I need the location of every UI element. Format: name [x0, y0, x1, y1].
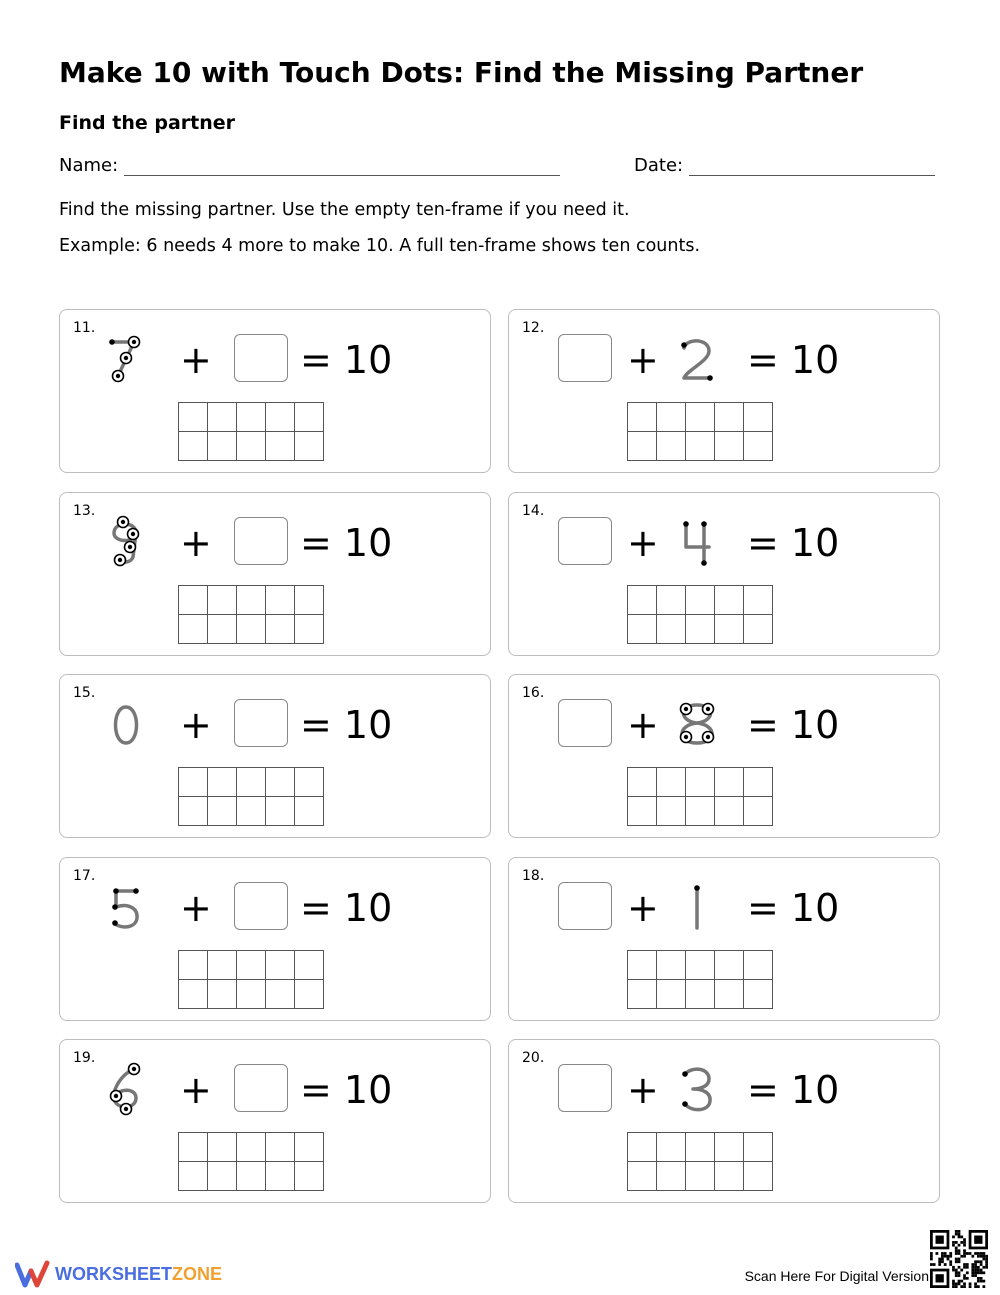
known-addend	[669, 693, 725, 757]
ten-frame-cell[interactable]	[237, 1162, 266, 1191]
section-subtitle: Find the partner	[59, 112, 236, 134]
ten-frame-cell[interactable]	[208, 797, 237, 826]
equals-ten: = 10	[300, 338, 393, 382]
known-addend	[98, 693, 154, 757]
ten-frame-cell[interactable]	[295, 768, 324, 797]
known-addend	[669, 876, 725, 940]
plus-sign: +	[180, 1068, 212, 1112]
ten-frame-cell[interactable]	[686, 1133, 715, 1162]
known-addend	[669, 1058, 725, 1122]
problem-card	[508, 1039, 940, 1203]
problem-card	[508, 309, 940, 473]
plus-sign: +	[627, 885, 659, 930]
ten-frame-cell[interactable]	[179, 614, 208, 643]
ten-frame[interactable]	[178, 767, 324, 826]
ten-frame[interactable]	[627, 585, 773, 644]
problem-number: 20.	[522, 1050, 545, 1066]
ten-frame-cell[interactable]	[208, 1133, 237, 1162]
ten-frame-cell[interactable]	[715, 768, 744, 797]
answer-box[interactable]	[558, 334, 612, 382]
name-field[interactable]	[59, 155, 560, 176]
plus-sign: +	[627, 520, 659, 565]
plus-sign: +	[180, 703, 212, 747]
ten-frame-cell[interactable]	[686, 585, 715, 614]
ten-frame-cell[interactable]	[208, 403, 237, 432]
ten-frame-cell[interactable]	[295, 432, 324, 461]
ten-frame-cell[interactable]	[628, 1162, 657, 1191]
ten-frame-cell[interactable]	[657, 432, 686, 461]
ten-frame-cell[interactable]	[744, 403, 773, 432]
answer-box[interactable]	[558, 882, 612, 930]
ten-frame-cell[interactable]	[715, 585, 744, 614]
equals-ten: = 10	[300, 520, 393, 565]
ten-frame-cell[interactable]	[179, 432, 208, 461]
traced-digit-1	[669, 876, 725, 940]
ten-frame-cell[interactable]	[744, 585, 773, 614]
ten-frame[interactable]	[627, 950, 773, 1009]
ten-frame-cell[interactable]	[237, 797, 266, 826]
ten-frame[interactable]	[178, 585, 324, 644]
ten-frame-cell[interactable]	[266, 1133, 295, 1162]
ten-frame-cell[interactable]	[686, 614, 715, 643]
traced-digit-9	[98, 511, 154, 575]
ten-frame-cell[interactable]	[744, 432, 773, 461]
problem-card	[508, 674, 940, 838]
date-blank-line[interactable]	[689, 155, 935, 176]
ten-frame-cell[interactable]	[237, 432, 266, 461]
equals-ten: = 10	[300, 1068, 393, 1112]
ten-frame-cell[interactable]	[179, 585, 208, 614]
problem-number: 18.	[522, 867, 545, 884]
ten-frame-cell[interactable]	[657, 614, 686, 643]
ten-frame-cell[interactable]	[628, 768, 657, 797]
problem-number: 19.	[73, 1050, 96, 1066]
traced-digit-4	[669, 511, 725, 575]
ten-frame-cell[interactable]	[237, 950, 266, 979]
ten-frame[interactable]	[178, 402, 324, 461]
ten-frame-cell[interactable]	[657, 1162, 686, 1191]
traced-digit-5	[98, 876, 154, 940]
problem-number: 16.	[522, 685, 545, 701]
ten-frame-cell[interactable]	[266, 614, 295, 643]
name-blank-line[interactable]	[124, 155, 560, 176]
plus-sign: +	[180, 338, 212, 382]
ten-frame-cell[interactable]	[657, 403, 686, 432]
equals-ten: = 10	[747, 1068, 840, 1112]
ten-frame-cell[interactable]	[237, 403, 266, 432]
ten-frame-cell[interactable]	[715, 950, 744, 979]
ten-frame-cell[interactable]	[208, 432, 237, 461]
problem-card	[508, 857, 940, 1021]
ten-frame-cell[interactable]	[657, 1133, 686, 1162]
ten-frame-cell[interactable]	[628, 614, 657, 643]
answer-box[interactable]	[234, 1064, 288, 1112]
plus-sign: +	[180, 520, 212, 565]
answer-box[interactable]	[234, 699, 288, 747]
known-addend	[98, 511, 154, 575]
traced-digit-0	[98, 693, 154, 757]
ten-frame-cell[interactable]	[237, 768, 266, 797]
traced-digit-2	[669, 328, 725, 392]
ten-frame-cell[interactable]	[628, 797, 657, 826]
ten-frame-cell[interactable]	[657, 585, 686, 614]
equals-ten: = 10	[747, 520, 840, 565]
ten-frame-cell[interactable]	[715, 797, 744, 826]
ten-frame[interactable]	[178, 950, 324, 1009]
ten-frame-cell[interactable]	[657, 950, 686, 979]
ten-frame-cell[interactable]	[744, 614, 773, 643]
plus-sign: +	[627, 1068, 659, 1112]
traced-digit-3	[669, 1058, 725, 1122]
ten-frame-cell[interactable]	[715, 614, 744, 643]
ten-frame-cell[interactable]	[628, 403, 657, 432]
ten-frame-cell[interactable]	[628, 585, 657, 614]
name-label: Name:	[59, 155, 119, 176]
problem-number: 13.	[73, 502, 96, 519]
problem-card	[59, 309, 491, 473]
ten-frame-cell[interactable]	[266, 979, 295, 1008]
equals-ten: = 10	[747, 703, 840, 747]
ten-frame-cell[interactable]	[657, 797, 686, 826]
known-addend	[669, 328, 725, 392]
ten-frame-cell[interactable]	[208, 1162, 237, 1191]
ten-frame-cell[interactable]	[179, 1133, 208, 1162]
ten-frame-cell[interactable]	[237, 585, 266, 614]
ten-frame-cell[interactable]	[686, 1162, 715, 1191]
ten-frame-cell[interactable]	[266, 585, 295, 614]
ten-frame-cell[interactable]	[628, 979, 657, 1008]
problem-number: 12.	[522, 320, 545, 336]
ten-frame-cell[interactable]	[744, 1162, 773, 1191]
ten-frame-cell[interactable]	[686, 403, 715, 432]
ten-frame-cell[interactable]	[744, 1133, 773, 1162]
ten-frame-cell[interactable]	[237, 979, 266, 1008]
ten-frame-cell[interactable]	[179, 797, 208, 826]
problem-number: 17.	[73, 867, 96, 884]
ten-frame-cell[interactable]	[208, 614, 237, 643]
problem-card	[508, 492, 940, 656]
ten-frame-cell[interactable]	[179, 403, 208, 432]
ten-frame-cell[interactable]	[628, 432, 657, 461]
answer-box[interactable]	[558, 517, 612, 565]
ten-frame-cell[interactable]	[295, 1133, 324, 1162]
answer-box[interactable]	[558, 699, 612, 747]
ten-frame-cell[interactable]	[295, 585, 324, 614]
ten-frame-cell[interactable]	[715, 403, 744, 432]
worksheetzone-logo	[15, 1257, 222, 1291]
ten-frame[interactable]	[627, 402, 773, 461]
problem-number: 14.	[522, 502, 545, 519]
ten-frame-cell[interactable]	[715, 979, 744, 1008]
known-addend	[98, 328, 154, 392]
ten-frame-cell[interactable]	[686, 797, 715, 826]
ten-frame-cell[interactable]	[628, 1133, 657, 1162]
ten-frame-cell[interactable]	[295, 979, 324, 1008]
problem-number: 15.	[73, 685, 96, 701]
ten-frame-cell[interactable]	[266, 432, 295, 461]
brand-name-part2: ZONE	[172, 1263, 223, 1284]
ten-frame-cell[interactable]	[208, 768, 237, 797]
ten-frame[interactable]	[178, 1132, 324, 1191]
equals-ten: = 10	[300, 885, 393, 930]
ten-frame-cell[interactable]	[744, 979, 773, 1008]
ten-frame-cell[interactable]	[744, 768, 773, 797]
logo-mark-icon	[15, 1259, 55, 1289]
known-addend	[98, 1058, 154, 1122]
ten-frame-cell[interactable]	[208, 950, 237, 979]
traced-digit-6	[98, 1058, 154, 1122]
ten-frame-cell[interactable]	[295, 950, 324, 979]
ten-frame-cell[interactable]	[208, 979, 237, 1008]
ten-frame-cell[interactable]	[266, 797, 295, 826]
ten-frame-cell[interactable]	[179, 979, 208, 1008]
ten-frame-cell[interactable]	[628, 950, 657, 979]
ten-frame-cell[interactable]	[179, 1162, 208, 1191]
traced-digit-8	[669, 693, 725, 757]
problem-card	[59, 1039, 491, 1203]
ten-frame[interactable]	[627, 767, 773, 826]
problem-number: 11.	[73, 320, 96, 336]
page-title: Make 10 with Touch Dots: Find the Missing Partner	[59, 56, 864, 89]
ten-frame-cell[interactable]	[715, 1162, 744, 1191]
ten-frame-cell[interactable]	[715, 432, 744, 461]
ten-frame-cell[interactable]	[295, 797, 324, 826]
ten-frame-cell[interactable]	[266, 1162, 295, 1191]
ten-frame-cell[interactable]	[744, 797, 773, 826]
date-field[interactable]	[634, 155, 935, 176]
ten-frame-cell[interactable]	[686, 768, 715, 797]
ten-frame[interactable]	[627, 1132, 773, 1191]
ten-frame-cell[interactable]	[295, 403, 324, 432]
brand-name-part1: WORKSHEET	[55, 1263, 172, 1284]
scan-text: Scan Here For Digital Version	[744, 1268, 929, 1284]
ten-frame-cell[interactable]	[686, 432, 715, 461]
instruction-text: Find the missing partner. Use the empty ten-frame if you need it.	[59, 200, 630, 220]
known-addend	[98, 876, 154, 940]
ten-frame-cell[interactable]	[266, 403, 295, 432]
answer-box[interactable]	[234, 882, 288, 930]
ten-frame-cell[interactable]	[208, 585, 237, 614]
ten-frame-cell[interactable]	[295, 1162, 324, 1191]
ten-frame-cell[interactable]	[237, 614, 266, 643]
answer-box[interactable]	[558, 1064, 612, 1112]
traced-digit-7	[98, 328, 154, 392]
ten-frame-cell[interactable]	[266, 768, 295, 797]
ten-frame-cell[interactable]	[657, 768, 686, 797]
plus-sign: +	[180, 885, 212, 930]
plus-sign: +	[627, 338, 659, 382]
equals-ten: = 10	[747, 885, 840, 930]
ten-frame-cell[interactable]	[179, 768, 208, 797]
ten-frame-cell[interactable]	[266, 950, 295, 979]
date-label: Date:	[634, 155, 684, 176]
ten-frame-cell[interactable]	[237, 1133, 266, 1162]
ten-frame-cell[interactable]	[686, 979, 715, 1008]
plus-sign: +	[627, 703, 659, 747]
problem-card	[59, 857, 491, 1021]
equals-ten: = 10	[747, 338, 840, 382]
problem-card	[59, 492, 491, 656]
equals-ten: = 10	[300, 703, 393, 747]
ten-frame-cell[interactable]	[715, 1133, 744, 1162]
ten-frame-cell[interactable]	[295, 614, 324, 643]
problem-card	[59, 674, 491, 838]
answer-box[interactable]	[234, 334, 288, 382]
ten-frame-cell[interactable]	[657, 979, 686, 1008]
ten-frame-cell[interactable]	[686, 950, 715, 979]
known-addend	[669, 511, 725, 575]
qr-code-icon[interactable]	[930, 1230, 988, 1288]
ten-frame-cell[interactable]	[179, 950, 208, 979]
answer-box[interactable]	[234, 517, 288, 565]
ten-frame-cell[interactable]	[744, 950, 773, 979]
example-text: Example: 6 needs 4 more to make 10. A full ten-frame shows ten counts.	[59, 236, 701, 256]
